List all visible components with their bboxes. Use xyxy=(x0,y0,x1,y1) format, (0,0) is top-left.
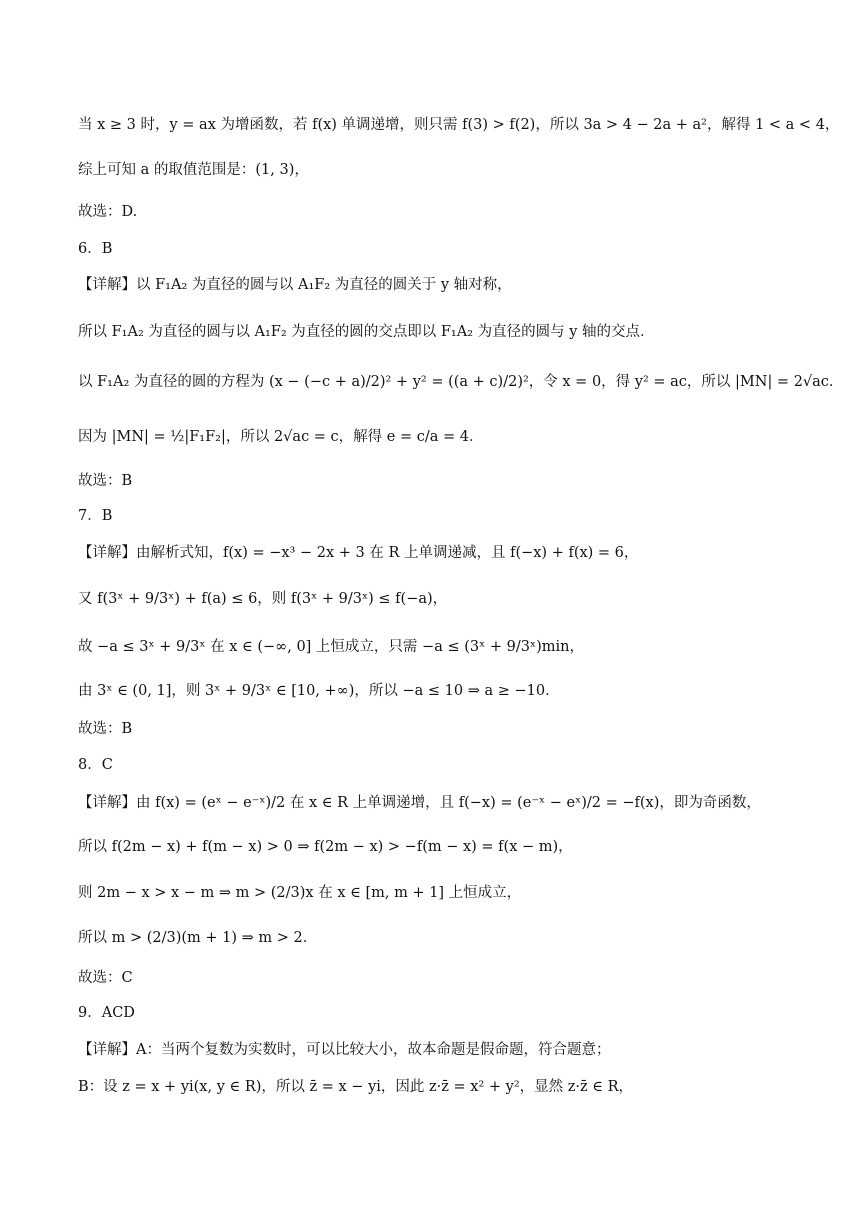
text-line: 故选：D. xyxy=(78,204,138,220)
question-number: 6．B xyxy=(78,241,113,257)
text-line: 故选：B xyxy=(78,721,133,737)
text-line: 所以 m > (2/3)(m + 1) ⇒ m > 2． xyxy=(78,930,318,946)
question-number: 7．B xyxy=(78,508,113,524)
text-line: 当 x ≥ 3 时，y = ax 为增函数，若 f(x) 单调递增，则只需 f(3) > f(2)，所以 3a > 4 − 2a + a²，解得 1 < a < 4， xyxy=(78,117,840,133)
question-number: 8．C xyxy=(78,757,113,773)
text-line: 故选：C xyxy=(78,970,133,986)
text-line: 以 F₁A₂ 为直径的圆的方程为 (x − (−c + a)/2)² + y² = ((a + c)/2)²，令 x = 0，得 y² = ac，所以 |MN| = 2√ac． xyxy=(78,374,844,390)
text-line: 所以 F₁A₂ 为直径的圆与以 A₁F₂ 为直径的圆的交点即以 F₁A₂ 为直径的圆与 y 轴的交点． xyxy=(78,324,655,340)
text-line: 由 3ˣ ∈ (0, 1]，则 3ˣ + 9/3ˣ ∈ [10, +∞)，所以 −a ≤ 10 ⇒ a ≥ −10． xyxy=(78,683,560,699)
text-line: 综上可知 a 的取值范围是：(1, 3)， xyxy=(78,162,309,178)
text-line: 又 f(3ˣ + 9/3ˣ) + f(a) ≤ 6，则 f(3ˣ + 9/3ˣ) ≤ f(−a)， xyxy=(78,591,448,607)
text-line: 故选：B xyxy=(78,473,133,489)
text-line: 【详解】以 F₁A₂ 为直径的圆与以 A₁F₂ 为直径的圆关于 y 轴对称， xyxy=(78,277,512,293)
text-line: 【详解】由解析式知，f(x) = −x³ − 2x + 3 在 R 上单调递减，且 f(−x) + f(x) = 6， xyxy=(78,545,639,561)
text-line: 则 2m − x > x − m ⇒ m > (2/3)x 在 x ∈ [m, m + 1] 上恒成立， xyxy=(78,885,522,901)
text-line: 故 −a ≤ 3ˣ + 9/3ˣ 在 x ∈ (−∞, 0] 上恒成立，只需 −a ≤ (3ˣ + 9/3ˣ)min， xyxy=(78,639,584,655)
text-line: 因为 |MN| = ½|F₁F₂|，所以 2√ac = c，解得 e = c/a = 4． xyxy=(78,429,484,445)
text-line: B：设 z = x + yi(x, y ∈ R)，所以 z̄ = x − yi，因此 z·z̄ = x² + y²，显然 z·z̄ ∈ R， xyxy=(78,1079,633,1095)
text-line: 【详解】由 f(x) = (eˣ − e⁻ˣ)/2 在 x ∈ R 上单调递增，且 f(−x) = (e⁻ˣ − eˣ)/2 = −f(x)，即为奇函数， xyxy=(78,795,761,811)
text-line: 【详解】A：当两个复数为实数时，可以比较大小，故本命题是假命题，符合题意； xyxy=(78,1042,611,1058)
question-number: 9．ACD xyxy=(78,1005,135,1021)
text-line: 所以 f(2m − x) + f(m − x) > 0 ⇒ f(2m − x) > −f(m − x) = f(x − m)， xyxy=(78,839,573,855)
